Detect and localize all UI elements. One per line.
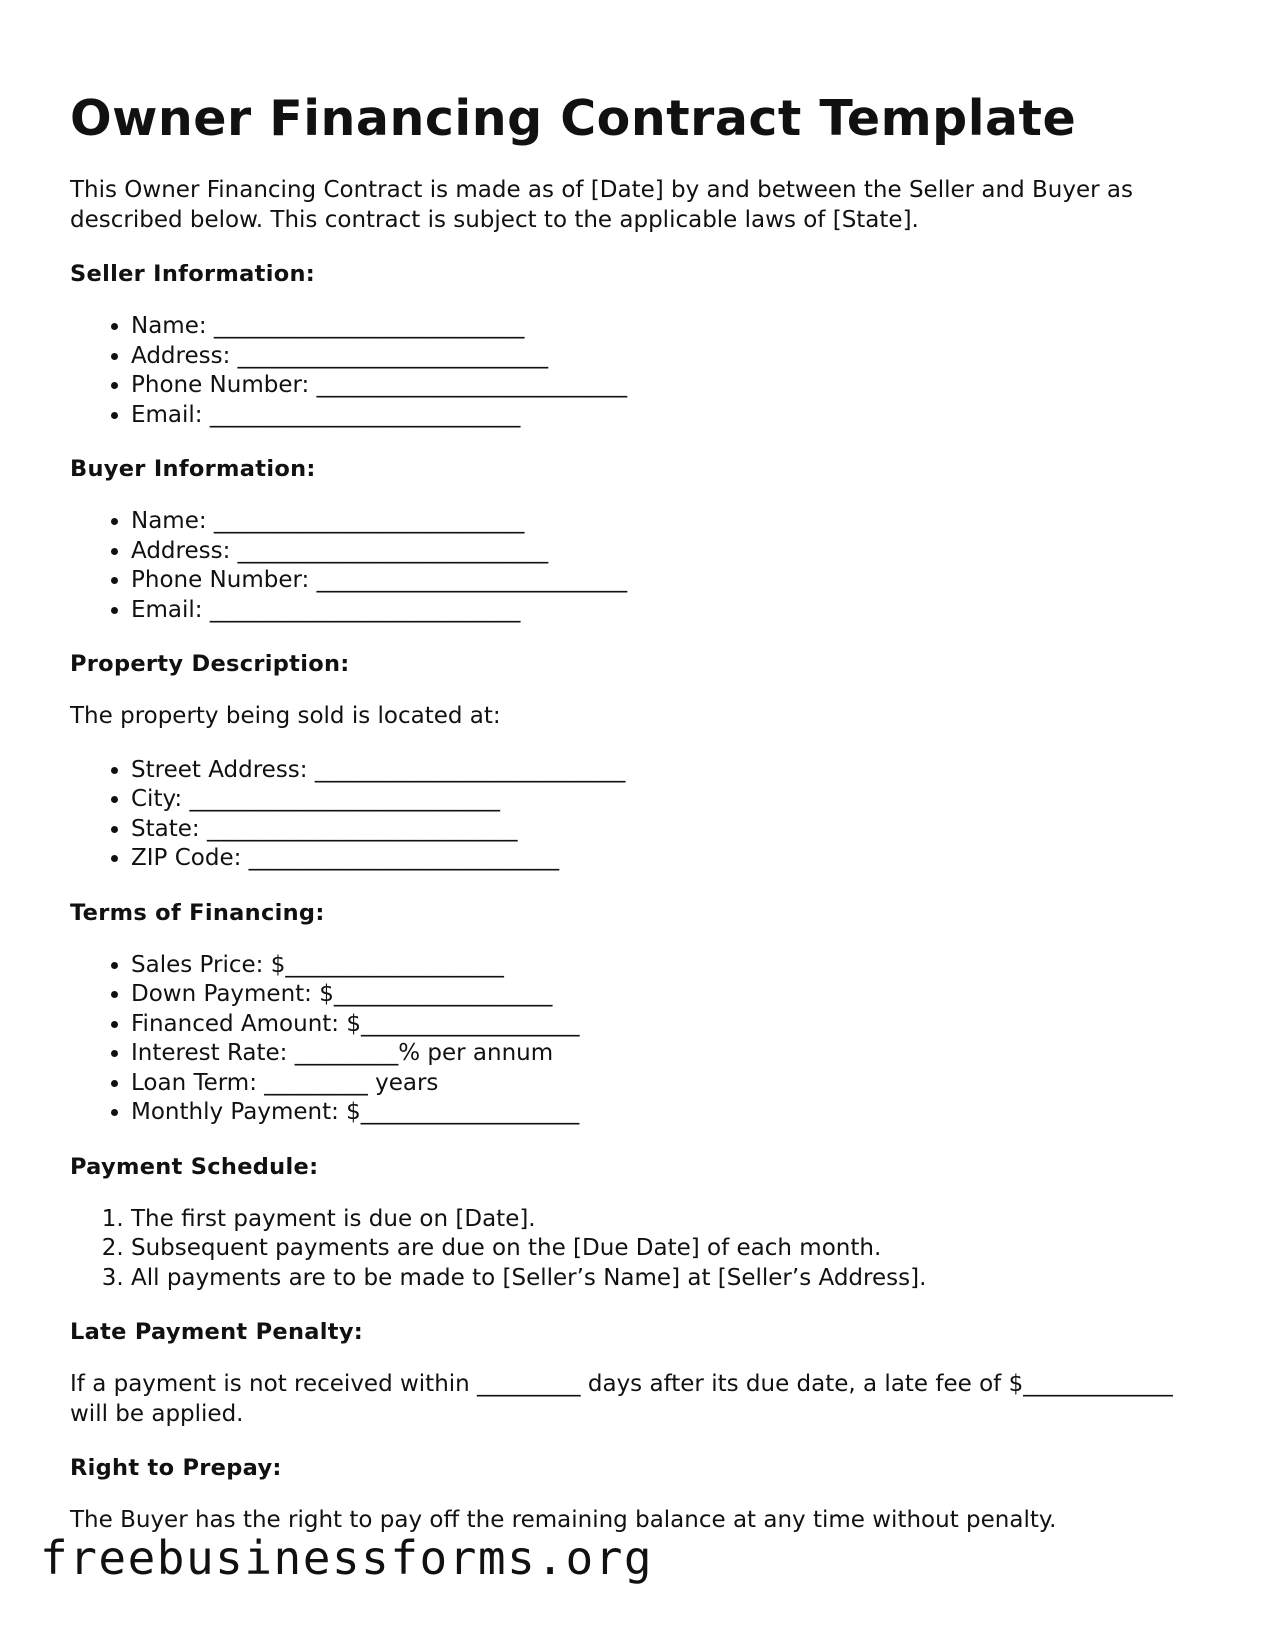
property-heading: Property Description: xyxy=(70,651,350,677)
schedule-item: 3. All payments are to be made to [Seller’s Name] at [Seller’s Address]. xyxy=(131,1264,1200,1294)
buyer-list xyxy=(70,507,1200,625)
property-zip-item: • ZIP Code: ___________________________ xyxy=(131,844,1200,874)
terms-list xyxy=(70,951,1200,1128)
buyer-phone-item: • Phone Number: ___________________________ xyxy=(131,566,1200,596)
schedule-item: 1. The first payment is due on [Date]. xyxy=(131,1205,1200,1235)
buyer-name-item: • Name: ___________________________ xyxy=(131,507,1200,537)
property-street-item: • Street Address: ___________________________ xyxy=(131,756,1200,786)
terms-monthly-payment-item: • Monthly Payment: $___________________ xyxy=(131,1098,1200,1128)
terms-heading: Terms of Financing: xyxy=(70,899,325,926)
schedule-list xyxy=(70,1205,1200,1294)
seller-email-item: • Email: ___________________________ xyxy=(131,401,1200,431)
terms-down-payment-item: • Down Payment: $___________________ xyxy=(131,980,1200,1010)
property-city-item: • City: ___________________________ xyxy=(131,785,1200,815)
seller-name-item: • Name: ___________________________ xyxy=(131,312,1200,342)
property-text: The property being sold is located at: xyxy=(70,703,501,729)
property-state-item: • State: ___________________________ xyxy=(131,815,1200,845)
buyer-email-item: • Email: ___________________________ xyxy=(131,596,1200,626)
terms-financed-amount-item: • Financed Amount: $___________________ xyxy=(131,1010,1200,1040)
late-penalty-text: If a payment is not received within _________ days after its due date, a late fee of $_____________ will be applied. xyxy=(70,1371,1173,1427)
buyer-heading: Buyer Information: xyxy=(70,456,316,482)
terms-interest-rate-item: • Interest Rate: _________% per annum xyxy=(131,1039,1200,1069)
terms-sales-price-item: • Sales Price: $___________________ xyxy=(131,951,1200,981)
buyer-address-item: • Address: ___________________________ xyxy=(131,537,1200,567)
seller-heading: Seller Information: xyxy=(70,261,316,287)
late-penalty-heading: Late Payment Penalty: xyxy=(70,1319,364,1345)
intro-paragraph: This Owner Financing Contract is made as of [Date] by and between the Seller and Buyer as described below. This contract is subject to the applicable laws of [State]. xyxy=(70,177,1133,233)
seller-list xyxy=(70,312,1200,430)
schedule-item: 2. Subsequent payments are due on the [Due Date] of each month. xyxy=(131,1234,1200,1264)
seller-phone-item: • Phone Number: ___________________________ xyxy=(131,371,1200,401)
document-page xyxy=(70,0,1200,1536)
schedule-heading: Payment Schedule: xyxy=(70,1153,319,1180)
document-title: Owner Financing Contract Template xyxy=(70,90,1077,147)
terms-loan-term-item: • Loan Term: _________ years xyxy=(131,1069,1200,1099)
property-list xyxy=(70,756,1200,874)
prepay-text: The Buyer has the right to pay off the remaining balance at any time without penalty. xyxy=(70,1507,1057,1533)
prepay-heading: Right to Prepay: xyxy=(70,1455,282,1481)
watermark: freebusinessforms.org xyxy=(40,1531,654,1585)
seller-address-item: • Address: ___________________________ xyxy=(131,342,1200,372)
